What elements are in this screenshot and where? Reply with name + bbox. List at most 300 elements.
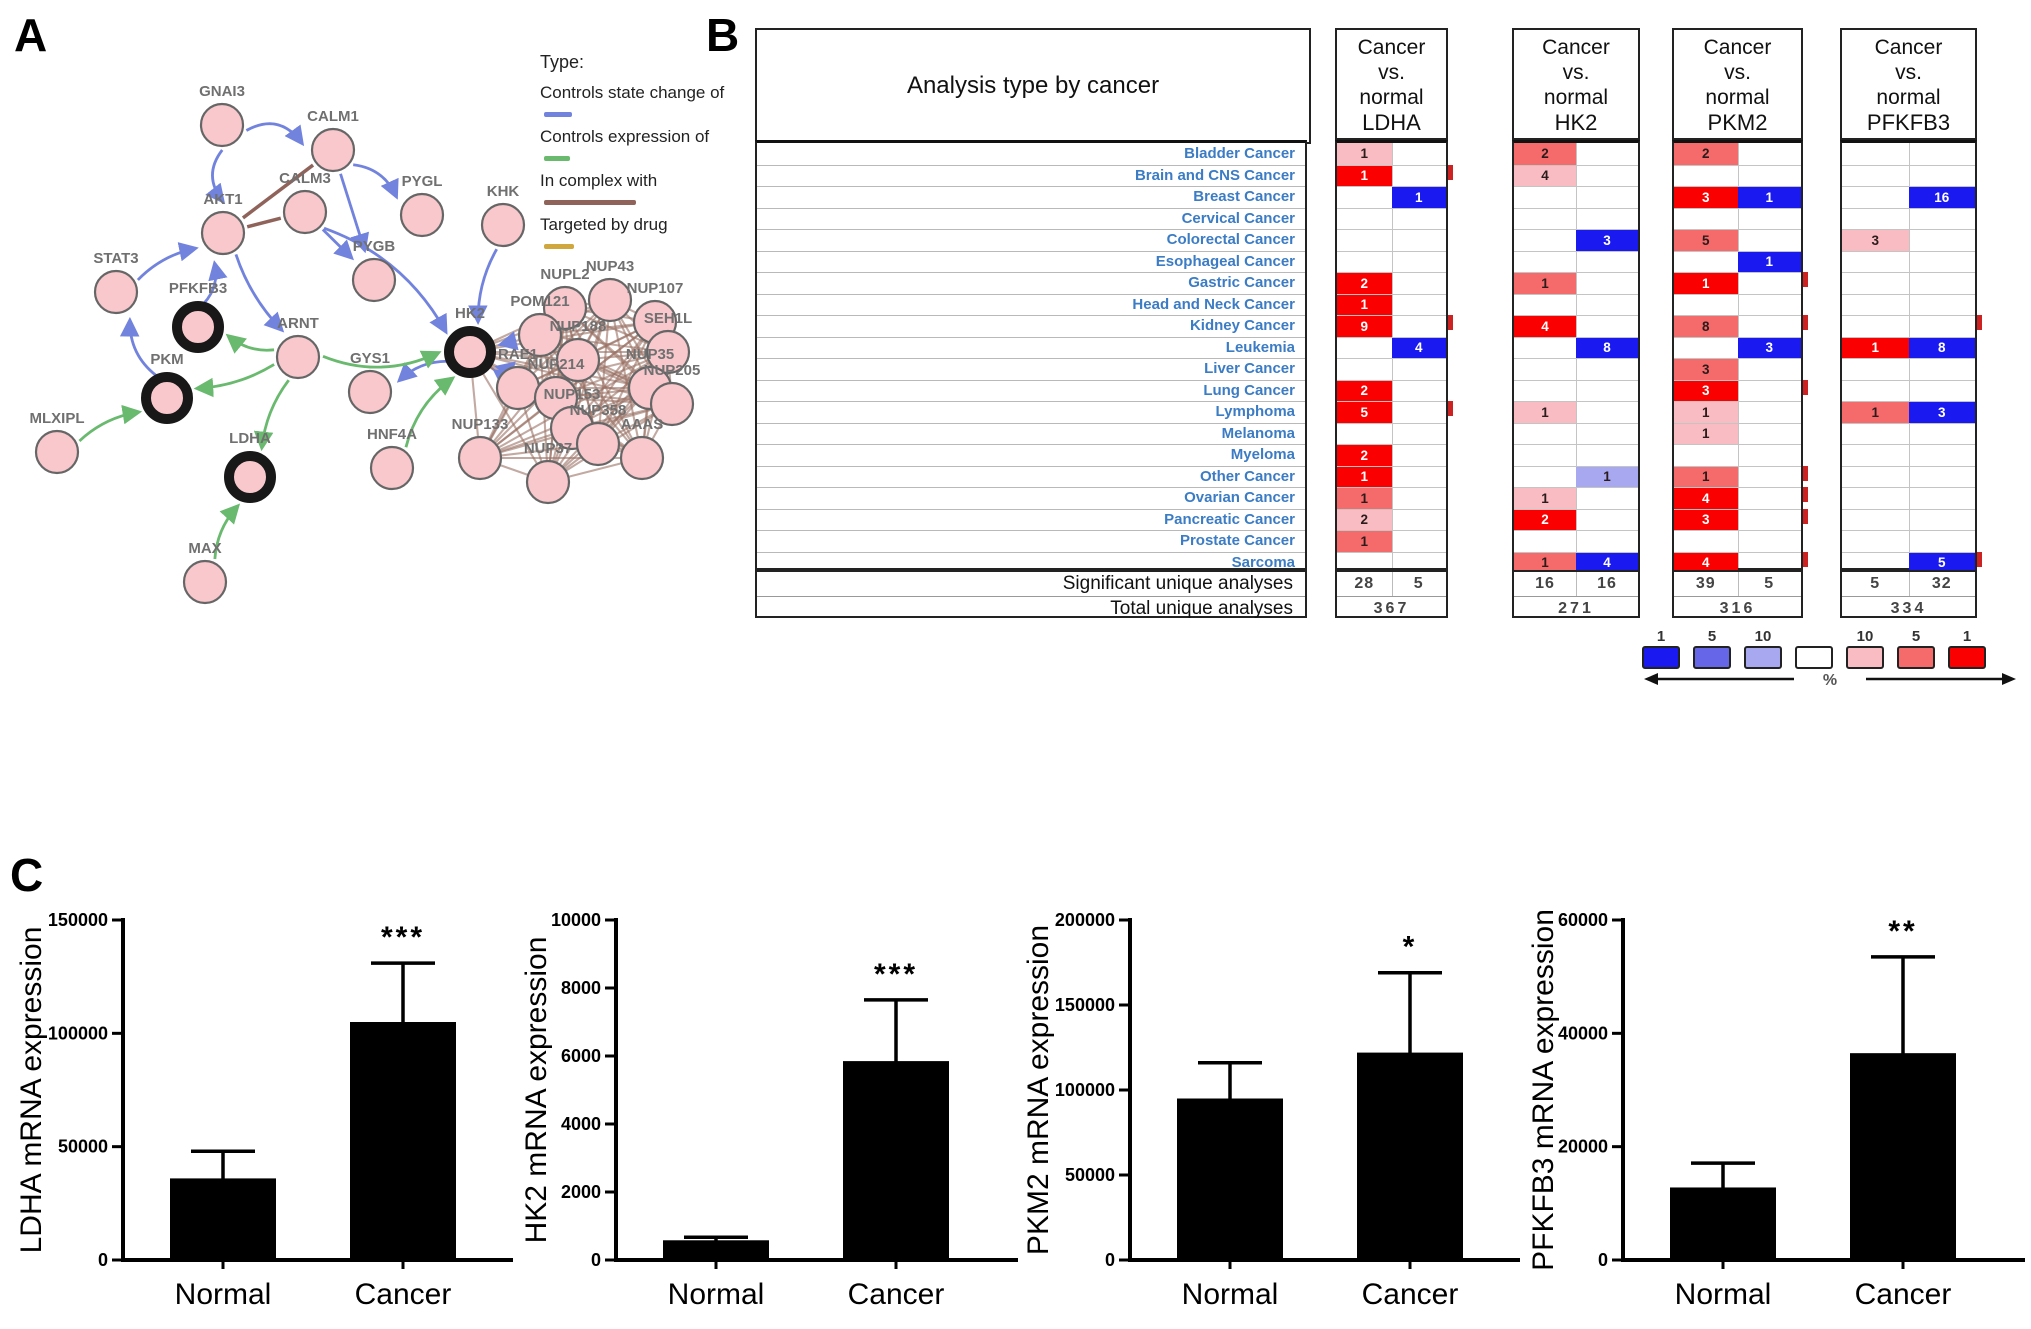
crop-artifact [1977,552,1982,567]
bar-normal [1670,1187,1776,1260]
heatmap-row [1514,208,1638,230]
node-label-CALM1: CALM1 [307,108,359,125]
legend-swatch-label: 5 [1707,628,1717,645]
node-RAE1 [497,367,539,409]
network-legend-item-label: In complex with [540,171,658,190]
table-row: Head and Neck Cancer [757,294,1305,316]
table-row: Liver Cancer [757,358,1305,380]
heatmap-row [1842,509,1975,531]
table-row: Gastric Cancer [757,272,1305,294]
table-row: Leukemia [757,337,1305,359]
y-tick-label: 40000 [1557,1023,1608,1044]
heatmap-row [1674,509,1801,531]
legend-swatch-cell [1897,628,1935,669]
node-MAX [184,561,226,603]
sig-counts [1674,572,1801,596]
node-label-NUP153: NUP153 [543,386,601,403]
node-NUP358 [577,423,619,465]
heatmap-row [1842,487,1975,509]
heatmap-row [1514,294,1638,316]
heatmap-row [1337,294,1446,316]
heatmap-row [1842,444,1975,466]
bar-normal [170,1178,276,1260]
total-count: 334 [1842,596,1975,620]
heatmap-cell-up: 3 [1674,510,1738,531]
table-row: Pancreatic Cancer [757,509,1305,531]
bar-normal [1177,1099,1283,1261]
y-tick-label: 100000 [1054,1080,1115,1100]
heatmap-row [1674,251,1801,273]
heatmap-cell-up: 1 [1514,553,1576,574]
heatmap-row [1514,466,1638,488]
node-AKT1 [202,212,244,254]
node-label-KHK: KHK [486,183,520,200]
node-PYGL [401,194,443,236]
node-label-PYGL: PYGL [401,173,443,190]
heatmap-cell-down: 16 [1909,187,1976,208]
chart-hk2 [520,895,1025,1327]
table-row: Brain and CNS Cancer [757,165,1305,187]
node-label-PFKFB3: PFKFB3 [168,280,228,297]
legend-percent: % [1822,672,1838,689]
expr-edge [229,336,274,350]
heatmap-row [1337,401,1446,423]
sig-counts [1337,572,1446,596]
y-tick-label: 60000 [1557,910,1608,930]
chart-ldha [15,895,520,1327]
heatmap-row [1842,466,1975,488]
complex-edge [247,218,281,227]
sig-up-count: 39 [1695,575,1716,592]
node-label-STAT3: STAT3 [93,250,139,267]
node-NUP43 [589,279,631,321]
heatmap-row [1674,272,1801,294]
heatmap-cell-up: 2 [1674,143,1738,165]
sig-counts [1842,572,1975,596]
network-legend-item [540,171,740,205]
y-axis-label: HK2 mRNA expression [520,936,553,1244]
node-label-CALM3: CALM3 [279,170,331,187]
legend-swatch [1642,646,1680,669]
node-KHK [482,204,524,246]
node-NUP133 [459,437,501,479]
heatmap-row [1674,530,1801,552]
heatmap-row [1674,294,1801,316]
heatmap-cell-down: 8 [1909,338,1976,359]
gene-summary-HK2 [1512,570,1640,618]
category-label: Cancer [1854,1278,1952,1311]
network-legend-item [540,215,740,249]
category-label: Cancer [1361,1278,1459,1311]
gene-data-PFKFB3 [1840,140,1977,570]
crop-artifact [1803,272,1808,287]
heatmap-row [1674,466,1801,488]
y-tick-label: 0 [1597,1250,1608,1270]
crop-artifact [1448,401,1453,416]
heatmap-cell-down: 1 [1392,187,1447,208]
heatmap-row [1842,358,1975,380]
gene-summary-PKM2 [1672,570,1803,618]
category-label: Normal [174,1278,272,1311]
node-CALM3 [284,191,326,233]
heatmap-cell-up: 5 [1337,402,1392,423]
heatmap-row [1337,272,1446,294]
category-label: Normal [1181,1278,1279,1311]
network-legend-item-label: Controls expression of [540,127,710,146]
heatmap-row [1514,487,1638,509]
node-label-POM121: POM121 [510,293,570,310]
node-label-NUP35: NUP35 [625,346,675,363]
heatmap-row [1674,143,1801,165]
heatmap-cell-up: 1 [1337,531,1392,552]
heatmap-row [1337,509,1446,531]
bar-cancer [1850,1053,1956,1260]
heatmap-cell-up: 2 [1337,445,1392,466]
y-tick-label: 8000 [560,978,601,998]
expr-edge [79,412,138,441]
heatmap-row [1514,380,1638,402]
panel-b-label: B [706,9,740,61]
heatmap-row [1337,143,1446,165]
bar-cancer [350,1022,456,1260]
heatmap-cell-up: 1 [1514,402,1576,423]
heatmap-row [1674,380,1801,402]
heatmap-row [1842,337,1975,359]
heatmap-cell-up: 1 [1674,467,1738,488]
table-row: Ovarian Cancer [757,487,1305,509]
heatmap-cell-up: 8 [1674,316,1738,337]
heatmap-row [1674,229,1801,251]
heatmap-row [1674,337,1801,359]
gene-header-PFKFB3: Cancer vs. normal PFKFB3 [1840,28,1977,140]
state-edge [353,165,396,196]
crop-artifact [1803,380,1808,395]
heatmap-cell-up: 4 [1674,553,1738,574]
state-edge [246,124,301,143]
y-tick-label: 6000 [560,1046,601,1066]
node-label-NUP107: NUP107 [626,280,684,297]
heatmap-cell-up: 2 [1514,143,1576,165]
heatmap-row [1842,143,1975,165]
heatmap-row [1842,272,1975,294]
summary-sig-label: Significant unique analyses [1062,573,1293,594]
heatmap-row [1337,251,1446,273]
y-tick-label: 150000 [1054,995,1115,1015]
legend-swatch-cell [1642,628,1680,669]
heatmap-row [1514,143,1638,165]
table-row: Breast Cancer [757,186,1305,208]
node-label-SEH1L: SEH1L [643,310,693,327]
gene-summary-LDHA [1335,570,1448,618]
heatmap-cell-up: 9 [1337,316,1392,337]
crop-artifact [1803,509,1808,524]
node-label-MAX: MAX [188,540,222,557]
heatmap-row [1514,229,1638,251]
node-label-LDHA: LDHA [229,430,271,447]
gene-header-PKM2: Cancer vs. normal PKM2 [1672,28,1803,140]
y-axis-label: LDHA mRNA expression [15,926,48,1254]
node-NUP37 [527,461,569,503]
node-LDHA [229,456,271,498]
expr-edge [198,364,275,388]
y-tick-label: 20000 [1557,1136,1608,1157]
oncomine-table [755,28,2025,633]
y-tick-label: 50000 [57,1136,108,1157]
node-label-HK2: HK2 [454,305,486,322]
y-tick-label: 0 [97,1250,108,1270]
node-STAT3 [95,271,137,313]
heatmap-row [1674,186,1801,208]
node-label-NUP358: NUP358 [569,402,627,419]
y-tick-label: 100000 [47,1023,108,1044]
heatmap-cell-up: 1 [1842,402,1909,423]
chart-pkm2 [1022,895,1527,1327]
node-label-NUP133: NUP133 [451,416,509,433]
node-PKM [146,377,188,419]
y-tick-label: 0 [590,1250,601,1270]
sig-up-count: 5 [1870,575,1881,592]
heatmap-row [1337,487,1446,509]
heatmap-cell-down: 1 [1738,252,1802,273]
heatmap-cell-down: 5 [1909,553,1976,574]
heatmap-row [1514,530,1638,552]
heatmap-cell-up: 1 [1337,143,1392,165]
bar-cancer [1357,1053,1463,1260]
heatmap-row [1514,509,1638,531]
network-legend-item-label: Controls state change of [540,83,725,102]
table-row: Kidney Cancer [757,315,1305,337]
heatmap-row [1842,380,1975,402]
heatmap-row [1514,165,1638,187]
y-tick-label: 200000 [1054,910,1115,930]
column-divider [1909,572,1910,596]
legend-swatch-label: 5 [1911,628,1921,645]
y-tick-label: 50000 [1064,1165,1115,1185]
heatmap-cell-up: 3 [1674,381,1738,402]
heatmap-row [1842,401,1975,423]
heatmap-row [1337,358,1446,380]
node-MLXIPL [36,431,78,473]
heatmap-row [1842,229,1975,251]
panel-a-label: A [14,9,48,61]
legend-swatch [1744,646,1782,669]
heatmap-cell-down: 3 [1738,338,1802,359]
heatmap-cell-down: 8 [1576,338,1638,359]
total-count: 271 [1514,596,1638,620]
node-GNAI3 [201,104,243,146]
chart-pfkfb3 [1527,895,2031,1327]
summary-total-label: Total unique analyses [757,596,1305,620]
network-legend-item [540,127,740,161]
heatmap-row [1674,423,1801,445]
category-label: Normal [1674,1278,1772,1311]
bar-cancer [843,1061,949,1260]
heatmap-row [1674,444,1801,466]
heatmap-row [1514,423,1638,445]
sig-down-count: 32 [1931,575,1952,592]
legend-swatch-cell [1846,628,1884,669]
table-row: Prostate Cancer [757,530,1305,552]
legend-swatch [1693,646,1731,669]
heatmap-row [1842,251,1975,273]
crop-artifact [1803,315,1808,330]
significance-stars: *** [380,921,426,955]
table-row: Melanoma [757,423,1305,445]
gene-header-LDHA: Cancer vs. normal LDHA [1335,28,1448,140]
cancer-type-column [755,140,1307,570]
heatmap-row [1337,229,1446,251]
heatmap-row [1337,530,1446,552]
y-axis-label: PKM2 mRNA expression [1022,924,1055,1256]
node-label-NUP37: NUP37 [523,440,573,457]
column-divider [1576,572,1577,596]
panel-c-label: C [10,849,44,901]
heatmap-row [1337,380,1446,402]
legend-swatch-cell [1693,628,1731,669]
legend-swatch-label [1795,628,1833,646]
node-label-GNAI3: GNAI3 [199,83,245,100]
node-label-PKM: PKM [150,351,184,368]
node-label-NUP43: NUP43 [585,258,635,275]
crop-artifact [1803,552,1808,567]
table-row: Esophageal Cancer [757,251,1305,273]
sig-down-count: 16 [1597,575,1617,592]
node-label-ARNT: ARNT [277,315,319,332]
network-legend-item-swatch [544,244,574,249]
legend-swatch-cell [1744,628,1782,669]
crop-artifact [1803,466,1808,481]
node-label-AAAS: AAAS [620,416,664,433]
corner-header-text: Analysis type by cancer [906,72,1160,99]
gene-data-LDHA [1335,140,1448,570]
legend-swatch-label: 1 [1962,628,1972,645]
heatmap-row [1514,444,1638,466]
heatmap-row [1337,208,1446,230]
heatmap-cell-up: 2 [1337,273,1392,294]
heatmap-cell-up: 1 [1674,273,1738,294]
node-label-MLXIPL: MLXIPL [29,410,85,427]
node-label-NUP205: NUP205 [643,362,701,379]
node-AAAS [621,437,663,479]
heatmap-color-legend [1642,628,2022,700]
heatmap-cell-up: 1 [1337,295,1392,316]
gene-data-HK2 [1512,140,1640,570]
heatmap-row [1842,208,1975,230]
table-corner-header [755,28,1311,144]
legend-swatch [1795,646,1833,669]
sig-up-count: 16 [1535,575,1555,592]
heatmap-row [1337,165,1446,187]
y-tick-label: 4000 [560,1114,601,1134]
category-label: Cancer [354,1278,452,1311]
node-CALM1 [312,129,354,171]
sig-up-count: 28 [1354,575,1375,592]
crop-artifact [1448,165,1453,180]
legend-swatch [1846,646,1884,669]
gene-header-HK2: Cancer vs. normal HK2 [1512,28,1640,140]
legend-swatch-label: 10 [1754,628,1772,645]
table-row: Colorectal Cancer [757,229,1305,251]
column-divider [1392,572,1393,596]
heatmap-cell-up: 1 [1337,488,1392,509]
state-edge [496,371,498,373]
heatmap-row [1514,315,1638,337]
network-legend-item [540,83,740,117]
table-row: Other Cancer [757,466,1305,488]
heatmap-row [1674,165,1801,187]
table-row: Bladder Cancer [1184,145,1295,162]
network-legend-title: Type: [540,52,585,72]
node-label-RAE1: RAE1 [497,346,539,363]
heatmap-row [1674,358,1801,380]
heatmap-cell-up: 3 [1674,359,1738,380]
table-row: Lymphoma [757,401,1305,423]
y-tick-label: 10000 [550,910,601,930]
state-edge [236,254,282,329]
heatmap-cell-up: 1 [1674,402,1738,423]
sig-counts [1514,572,1638,596]
node-GYS1 [349,371,391,413]
y-tick-label: 2000 [560,1182,601,1202]
heatmap-row [1842,165,1975,187]
category-label: Cancer [847,1278,945,1311]
y-axis-label: PFKFB3 mRNA expression [1527,909,1560,1271]
legend-arrows [1642,669,2022,695]
heatmap-row [1842,423,1975,445]
network-legend-item-swatch [544,156,570,161]
network-legend-item-label: Targeted by drug [540,215,668,234]
heatmap-cell-up: 1 [1514,488,1576,509]
node-label-NUP214: NUP214 [527,356,585,373]
heatmap-row [1337,315,1446,337]
node-label-NUP188: NUP188 [549,318,607,335]
table-row: Lung Cancer [757,380,1305,402]
table-row: Sarcoma [757,552,1305,574]
heatmap-cell-up: 4 [1514,166,1576,187]
heatmap-cell-up: 1 [1674,424,1738,445]
heatmap-row [1514,186,1638,208]
heatmap-row [1514,401,1638,423]
gene-summary-PFKFB3 [1840,570,1977,618]
sig-down-count: 5 [1764,575,1775,592]
heatmap-row [1337,444,1446,466]
legend-swatch-cell [1795,628,1833,669]
heatmap-row [1337,186,1446,208]
gene-data-PKM2 [1672,140,1803,570]
table-row: Cervical Cancer [757,208,1305,230]
node-HNF4A [371,447,413,489]
heatmap-cell-up: 1 [1842,338,1909,359]
heatmap-row [1514,251,1638,273]
heatmap-cell-up: 3 [1674,187,1738,208]
heatmap-cell-down: 1 [1738,187,1802,208]
heatmap-row [1674,315,1801,337]
summary-labels [755,570,1307,618]
heatmap-cell-up: 4 [1674,488,1738,509]
network-legend-item-swatch [544,112,572,117]
heatmap-cell-up: 5 [1674,230,1738,251]
heatmap-cell-down: 3 [1909,402,1976,423]
legend-swatch-label: 1 [1656,628,1666,645]
network-legend [540,52,740,251]
crop-artifact [1448,315,1453,330]
heatmap-cell-down: 4 [1576,553,1638,574]
state-edge [138,248,195,279]
y-tick-label: 0 [1104,1250,1115,1270]
heatmap-row [1674,401,1801,423]
heatmap-row [1337,466,1446,488]
heatmap-cell-up: 2 [1337,510,1392,531]
